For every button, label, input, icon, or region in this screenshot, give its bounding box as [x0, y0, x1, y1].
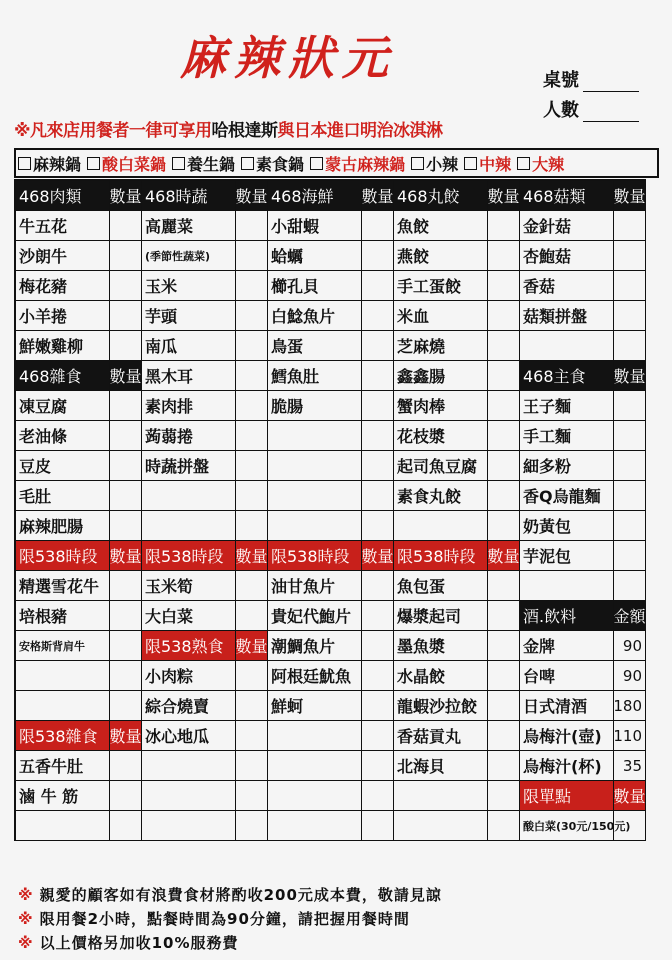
quantity-cell[interactable] — [362, 631, 394, 661]
menu-row — [16, 241, 646, 271]
section-header: 468時蔬 — [142, 181, 236, 211]
checkbox-icon[interactable] — [310, 157, 323, 170]
menu-item-name: 爆漿起司 — [394, 601, 488, 631]
footnote-mark: ※ — [18, 934, 34, 952]
quantity-cell[interactable] — [110, 391, 142, 421]
menu-item-name: 菇類拼盤 — [520, 301, 614, 331]
menu-row — [16, 421, 646, 451]
quantity-cell[interactable] — [236, 361, 268, 391]
table-number-field[interactable] — [543, 66, 639, 92]
menu-item-name: 貴妃代鮑片 — [268, 601, 362, 631]
quantity-cell[interactable] — [110, 331, 142, 361]
quantity-cell[interactable] — [488, 331, 520, 361]
menu-item-name — [394, 511, 488, 541]
quantity-header: 數量 — [362, 181, 394, 211]
quantity-cell[interactable] — [362, 751, 394, 781]
menu-item-name: 阿根廷魷魚 — [268, 661, 362, 691]
menu-item-name: 芋泥包 — [520, 541, 614, 571]
quantity-cell[interactable] — [236, 781, 268, 811]
menu-item-name: 手工麵 — [520, 421, 614, 451]
menu-item-name: 鮮嫩雞柳 — [16, 331, 110, 361]
menu-item-name — [268, 481, 362, 511]
menu-item-name — [268, 451, 362, 481]
soup-option[interactable] — [409, 152, 458, 175]
quantity-cell[interactable] — [488, 391, 520, 421]
menu-item-name: 滷 牛 筋 — [16, 781, 110, 811]
quantity-cell[interactable] — [110, 271, 142, 301]
menu-item-name: 南瓜 — [142, 331, 236, 361]
quantity-cell[interactable] — [110, 811, 142, 841]
footnote-1 — [18, 884, 442, 905]
menu-item-name: 魚餃 — [394, 211, 488, 241]
soup-base-options — [14, 148, 659, 178]
menu-row — [16, 721, 646, 751]
checkbox-icon[interactable] — [517, 157, 530, 170]
menu-item-name: 日式清酒 — [520, 691, 614, 721]
menu-item-name: 蛤蠣 — [268, 241, 362, 271]
menu-item-name: 花枝漿 — [394, 421, 488, 451]
quantity-cell[interactable] — [362, 511, 394, 541]
menu-order-grid — [14, 179, 646, 841]
menu-item-name: 燕餃 — [394, 241, 488, 271]
quantity-cell[interactable] — [236, 241, 268, 271]
quantity-cell[interactable] — [110, 781, 142, 811]
menu-item-name: 芋頭 — [142, 301, 236, 331]
menu-item-name: 精選雪花牛 — [16, 571, 110, 601]
menu-item-name — [142, 481, 236, 511]
menu-item-name: (季節性蔬菜) — [142, 241, 236, 271]
menu-item-name: 玉米筍 — [142, 571, 236, 601]
quantity-cell[interactable] — [614, 541, 646, 571]
footnote-2 — [18, 908, 410, 929]
menu-row — [16, 511, 646, 541]
quantity-cell[interactable] — [488, 781, 520, 811]
menu-row — [16, 811, 646, 841]
section-header: 限538時段 — [394, 541, 488, 571]
checkbox-icon[interactable] — [18, 157, 31, 170]
quantity-cell[interactable] — [110, 241, 142, 271]
quantity-header: 數量 — [236, 541, 268, 571]
price-cell: 35 — [614, 751, 646, 781]
quantity-cell[interactable] — [362, 331, 394, 361]
footnote-text: 限用餐2小時，點餐時間為90分鐘，請把握用餐時間 — [39, 910, 410, 928]
quantity-cell[interactable] — [236, 751, 268, 781]
menu-item-name: 香菇 — [520, 271, 614, 301]
menu-item-name: 龍蝦沙拉餃 — [394, 691, 488, 721]
quantity-header: 數量 — [236, 181, 268, 211]
quantity-cell[interactable] — [488, 511, 520, 541]
menu-item-name: 時蔬拼盤 — [142, 451, 236, 481]
menu-row — [16, 331, 646, 361]
quantity-cell[interactable] — [362, 211, 394, 241]
quantity-header: 數量 — [362, 541, 394, 571]
menu-item-name: 老油條 — [16, 421, 110, 451]
soup-option[interactable] — [85, 152, 166, 175]
quantity-cell[interactable] — [110, 451, 142, 481]
menu-item-name: 素食丸餃 — [394, 481, 488, 511]
quantity-cell[interactable] — [236, 451, 268, 481]
menu-item-name: 香Q烏龍麵 — [520, 481, 614, 511]
quantity-header: 數量 — [110, 721, 142, 751]
menu-item-name: 小羊捲 — [16, 301, 110, 331]
quantity-cell[interactable] — [236, 211, 268, 241]
menu-item-name: 牛五花 — [16, 211, 110, 241]
menu-item-name — [394, 811, 488, 841]
menu-item-name — [16, 661, 110, 691]
soup-option-label: 麻辣鍋 — [33, 154, 82, 174]
menu-item-name: 油甘魚片 — [268, 571, 362, 601]
menu-item-name: 凍豆腐 — [16, 391, 110, 421]
menu-item-name: 麻辣肥腸 — [16, 511, 110, 541]
notice-brand2: 日本進口明治冰淇淋 — [294, 121, 443, 141]
quantity-cell[interactable] — [488, 421, 520, 451]
section-header: 468菇類 — [520, 181, 614, 211]
soup-option[interactable] — [308, 152, 405, 175]
menu-row — [16, 751, 646, 781]
people-count-blank[interactable] — [583, 103, 639, 122]
footnote-text: 以上價格另加收10%服務費 — [39, 934, 239, 952]
quantity-cell[interactable] — [110, 211, 142, 241]
menu-item-name: 香菇貢丸 — [394, 721, 488, 751]
menu-item-name: 黑木耳 — [142, 361, 236, 391]
menu-item-name: 綜合燒賣 — [142, 691, 236, 721]
quantity-cell[interactable] — [488, 211, 520, 241]
menu-item-name — [268, 511, 362, 541]
quantity-cell[interactable] — [362, 781, 394, 811]
quantity-cell[interactable] — [110, 691, 142, 721]
menu-item-name: 白鯰魚片 — [268, 301, 362, 331]
quantity-cell[interactable] — [362, 571, 394, 601]
quantity-cell[interactable] — [236, 301, 268, 331]
people-count-label: 人數 — [543, 100, 579, 121]
restaurant-title: 麻辣狀元 — [180, 31, 396, 85]
menu-item-name: 五香牛肚 — [16, 751, 110, 781]
menu-item-name: 玉米 — [142, 271, 236, 301]
price-cell: 180 — [614, 691, 646, 721]
menu-item-name: 毛肚 — [16, 481, 110, 511]
quantity-cell[interactable] — [488, 481, 520, 511]
menu-item-name: 芝麻燒 — [394, 331, 488, 361]
menu-item-name — [142, 811, 236, 841]
soup-option[interactable] — [239, 152, 304, 175]
quantity-cell[interactable] — [110, 631, 142, 661]
quantity-header: 數量 — [614, 181, 646, 211]
quantity-header: 數量 — [110, 541, 142, 571]
quantity-cell[interactable] — [236, 271, 268, 301]
menu-item-name: 手工蛋餃 — [394, 271, 488, 301]
menu-item-name: 鮮蚵 — [268, 691, 362, 721]
menu-item-name: 水晶餃 — [394, 661, 488, 691]
footnote-text: 親愛的顧客如有浪費食材將酌收200元成本費，敬請見諒 — [39, 886, 442, 904]
menu-item-name — [268, 421, 362, 451]
menu-item-name: 沙朗牛 — [16, 241, 110, 271]
checkbox-icon[interactable] — [87, 157, 100, 170]
menu-item-name: 小肉粽 — [142, 661, 236, 691]
quantity-cell[interactable] — [614, 301, 646, 331]
menu-item-name — [520, 331, 614, 361]
menu-item-name: 高麗菜 — [142, 211, 236, 241]
section-header: 限538時段 — [268, 541, 362, 571]
menu-item-name: 杏鮑菇 — [520, 241, 614, 271]
menu-item-name: 米血 — [394, 301, 488, 331]
quantity-cell[interactable] — [236, 511, 268, 541]
footnote-3 — [18, 932, 239, 953]
quantity-cell[interactable] — [236, 391, 268, 421]
quantity-cell[interactable] — [362, 391, 394, 421]
menu-item-name: 北海貝 — [394, 751, 488, 781]
menu-item-name: 奶黃包 — [520, 511, 614, 541]
menu-item-name: 安格斯背肩牛 — [16, 631, 110, 661]
quantity-cell[interactable] — [362, 421, 394, 451]
quantity-cell[interactable] — [236, 661, 268, 691]
quantity-header: 數量 — [488, 541, 520, 571]
quantity-cell[interactable] — [614, 451, 646, 481]
quantity-cell[interactable] — [362, 241, 394, 271]
quantity-cell[interactable] — [614, 241, 646, 271]
soup-option-label: 中辣 — [479, 154, 512, 174]
quantity-header: 數量 — [614, 781, 646, 811]
menu-row — [16, 271, 646, 301]
notice-brand1: 哈根達斯 — [211, 121, 278, 141]
menu-item-name: 起司魚豆腐 — [394, 451, 488, 481]
quantity-cell[interactable] — [236, 721, 268, 751]
quantity-cell[interactable] — [236, 331, 268, 361]
quantity-cell[interactable] — [488, 301, 520, 331]
menu-item-name — [142, 781, 236, 811]
section-header: 468雜食 — [16, 361, 110, 391]
price-cell: 90 — [614, 631, 646, 661]
quantity-cell[interactable] — [362, 661, 394, 691]
quantity-cell[interactable] — [488, 721, 520, 751]
menu-row — [16, 211, 646, 241]
menu-item-name: 鑫鑫腸 — [394, 361, 488, 391]
price-cell: 110 — [614, 721, 646, 751]
menu-row — [16, 361, 646, 391]
section-header: 限538雜食 — [16, 721, 110, 751]
quantity-cell[interactable] — [488, 601, 520, 631]
notice-mid: 與 — [277, 121, 295, 141]
quantity-cell[interactable] — [362, 301, 394, 331]
soup-option[interactable] — [462, 152, 511, 175]
menu-row — [16, 391, 646, 421]
quantity-cell[interactable] — [110, 421, 142, 451]
quantity-cell[interactable] — [110, 301, 142, 331]
table-number-label: 桌號 — [543, 70, 579, 91]
quantity-cell[interactable] — [236, 571, 268, 601]
quantity-cell[interactable] — [362, 811, 394, 841]
menu-item-name: 豆皮 — [16, 451, 110, 481]
section-header: 限538時段 — [16, 541, 110, 571]
menu-item-name: 櫛孔貝 — [268, 271, 362, 301]
menu-item-name: 台啤 — [520, 661, 614, 691]
quantity-cell[interactable] — [614, 811, 646, 841]
quantity-cell[interactable] — [236, 811, 268, 841]
quantity-header: 金額 — [614, 601, 646, 631]
quantity-cell[interactable] — [488, 631, 520, 661]
quantity-header: 數量 — [236, 631, 268, 661]
menu-row — [16, 481, 646, 511]
quantity-cell[interactable] — [362, 451, 394, 481]
quantity-cell[interactable] — [614, 571, 646, 601]
menu-item-name: 烏梅汁(杯) — [520, 751, 614, 781]
section-header: 468海鮮 — [268, 181, 362, 211]
quantity-cell[interactable] — [110, 571, 142, 601]
section-header: 限單點 — [520, 781, 614, 811]
quantity-cell[interactable] — [488, 661, 520, 691]
menu-item-name: 鳥蛋 — [268, 331, 362, 361]
price-cell: 90 — [614, 661, 646, 691]
menu-item-name — [142, 751, 236, 781]
soup-option[interactable] — [16, 152, 81, 175]
menu-row — [16, 301, 646, 331]
menu-item-name: 王子麵 — [520, 391, 614, 421]
quantity-cell[interactable] — [236, 421, 268, 451]
menu-item-name — [142, 511, 236, 541]
quantity-cell[interactable] — [614, 481, 646, 511]
quantity-cell[interactable] — [488, 751, 520, 781]
quantity-cell[interactable] — [110, 751, 142, 781]
quantity-cell[interactable] — [110, 661, 142, 691]
quantity-cell[interactable] — [110, 481, 142, 511]
quantity-cell[interactable] — [614, 271, 646, 301]
menu-item-name: 金牌 — [520, 631, 614, 661]
menu-item-name — [268, 811, 362, 841]
menu-item-name: 大白菜 — [142, 601, 236, 631]
quantity-cell[interactable] — [362, 601, 394, 631]
soup-option-label: 小辣 — [426, 154, 459, 174]
menu-item-name: 素肉排 — [142, 391, 236, 421]
menu-item-name — [16, 811, 110, 841]
menu-row — [16, 691, 646, 721]
menu-row — [16, 781, 646, 811]
footnote-mark: ※ — [18, 910, 34, 928]
section-header: 限538熟食 — [142, 631, 236, 661]
quantity-cell[interactable] — [614, 391, 646, 421]
people-count-field[interactable] — [543, 96, 639, 122]
menu-row — [16, 541, 646, 571]
menu-item-name: 脆腸 — [268, 391, 362, 421]
quantity-header: 數量 — [614, 361, 646, 391]
menu-row — [16, 571, 646, 601]
section-header: 限538時段 — [142, 541, 236, 571]
quantity-cell[interactable] — [488, 361, 520, 391]
quantity-cell[interactable] — [614, 421, 646, 451]
quantity-cell[interactable] — [488, 691, 520, 721]
table-number-blank[interactable] — [583, 73, 639, 92]
menu-item-name: 鱈魚肚 — [268, 361, 362, 391]
quantity-cell[interactable] — [236, 691, 268, 721]
menu-item-name: 潮鯛魚片 — [268, 631, 362, 661]
quantity-cell[interactable] — [362, 271, 394, 301]
quantity-cell[interactable] — [488, 811, 520, 841]
quantity-cell[interactable] — [488, 241, 520, 271]
quantity-cell[interactable] — [614, 511, 646, 541]
menu-item-name — [520, 571, 614, 601]
menu-item-name: 蟹肉棒 — [394, 391, 488, 421]
menu-item-name: 蒟蒻捲 — [142, 421, 236, 451]
section-header: 酒.飲料 — [520, 601, 614, 631]
menu-item-name: 金針菇 — [520, 211, 614, 241]
menu-item-name: 小甜蝦 — [268, 211, 362, 241]
menu-row — [16, 601, 646, 631]
soup-option-label: 大辣 — [532, 154, 565, 174]
notice-prefix: ※凡來店用餐者一律可享用 — [14, 121, 212, 141]
menu-item-name: 梅花豬 — [16, 271, 110, 301]
soup-option-label: 素食鍋 — [256, 154, 305, 174]
footnote-mark: ※ — [18, 886, 34, 904]
quantity-cell[interactable] — [362, 361, 394, 391]
menu-item-name — [268, 781, 362, 811]
menu-item-name — [16, 691, 110, 721]
quantity-cell[interactable] — [614, 331, 646, 361]
quantity-cell[interactable] — [488, 271, 520, 301]
quantity-cell[interactable] — [236, 601, 268, 631]
soup-option-label: 蒙古麻辣鍋 — [325, 154, 406, 174]
menu-item-name: 細多粉 — [520, 451, 614, 481]
menu-item-name: 墨魚漿 — [394, 631, 488, 661]
quantity-header: 數量 — [488, 181, 520, 211]
menu-item-name: 培根豬 — [16, 601, 110, 631]
icecream-notice — [14, 116, 443, 141]
menu-row — [16, 451, 646, 481]
quantity-cell[interactable] — [110, 511, 142, 541]
menu-row — [16, 181, 646, 211]
soup-option[interactable] — [170, 152, 235, 175]
quantity-cell[interactable] — [110, 601, 142, 631]
quantity-cell[interactable] — [362, 691, 394, 721]
menu-item-name: 冰心地瓜 — [142, 721, 236, 751]
menu-item-name: 魚包蛋 — [394, 571, 488, 601]
checkbox-icon[interactable] — [411, 157, 424, 170]
menu-item-name — [394, 781, 488, 811]
section-header: 468肉類 — [16, 181, 110, 211]
quantity-cell[interactable] — [488, 451, 520, 481]
menu-item-name — [268, 721, 362, 751]
checkbox-icon[interactable] — [464, 157, 477, 170]
quantity-cell[interactable] — [362, 721, 394, 751]
quantity-cell[interactable] — [488, 571, 520, 601]
menu-row — [16, 631, 646, 661]
checkbox-icon[interactable] — [241, 157, 254, 170]
quantity-header: 數量 — [110, 361, 142, 391]
soup-option[interactable] — [515, 152, 564, 175]
quantity-cell[interactable] — [236, 481, 268, 511]
checkbox-icon[interactable] — [172, 157, 185, 170]
menu-item-name — [268, 751, 362, 781]
quantity-cell[interactable] — [614, 211, 646, 241]
menu-row — [16, 661, 646, 691]
section-header: 468丸餃 — [394, 181, 488, 211]
soup-option-label: 養生鍋 — [187, 154, 236, 174]
menu-item-name: 烏梅汁(壺) — [520, 721, 614, 751]
soup-option-label: 酸白菜鍋 — [102, 154, 167, 174]
section-header: 468主食 — [520, 361, 614, 391]
quantity-cell[interactable] — [362, 481, 394, 511]
quantity-header: 數量 — [110, 181, 142, 211]
menu-item-name: 酸白菜(30元/150元) — [520, 811, 614, 841]
